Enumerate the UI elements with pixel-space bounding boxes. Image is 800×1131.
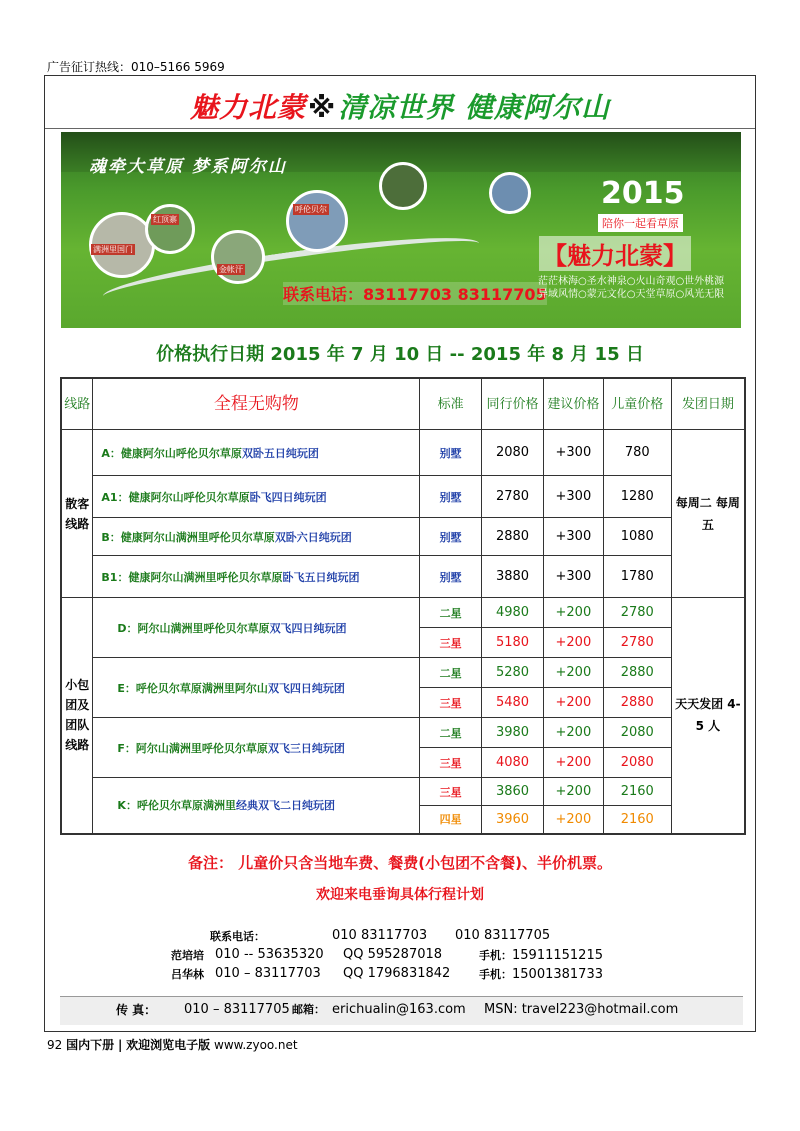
photo-circle-5 [379, 162, 427, 210]
suggest-price: +200 [543, 806, 603, 834]
banner-features [538, 275, 724, 301]
child-price: 2880 [603, 688, 671, 718]
table-row [61, 518, 745, 556]
person1-mobile: 手机：15911151215 [479, 948, 603, 963]
header-peer: 同行价格 [482, 378, 544, 430]
group2-label: 小包团及团队线路 [61, 598, 93, 834]
suggest-price: +200 [543, 688, 603, 718]
standard-cell: 别墅 [420, 430, 482, 476]
route-cell: F：阿尔山满洲里呼伦贝尔草原双飞三日纯玩团 [93, 718, 420, 778]
table-row [61, 598, 745, 628]
standard-cell: 三星 [420, 778, 482, 806]
person2-mobile: 手机：15001381733 [479, 967, 603, 982]
page-title [45, 86, 755, 126]
banner-slogan: 陪你一起看草原 [598, 214, 683, 232]
features-line-1: 茫茫林海○圣水神泉○火山奇观○世外桃源 [538, 276, 725, 287]
child-price: 2880 [603, 658, 671, 688]
remark-note: 备注： 儿童价只含当地车费、餐费(小包团不含餐)、半价机票。 [188, 854, 612, 872]
photo-label-1: 红顶寨 [153, 215, 177, 224]
route-cell: A：健康阿尔山呼伦贝尔草原双卧五日纯玩团 [93, 430, 420, 476]
email-link[interactable]: erichualin@163.com [332, 1002, 466, 1017]
peer-price: 5280 [482, 658, 544, 688]
photo-circle-3 [211, 230, 265, 284]
child-price: 1080 [603, 518, 671, 556]
ad-frame [44, 75, 756, 1032]
standard-cell: 二星 [420, 718, 482, 748]
suggest-price: +300 [543, 430, 603, 476]
child-price: 1780 [603, 556, 671, 598]
peer-price: 2080 [482, 430, 544, 476]
ad-hotline: 广告征订热线：010–5166 5969 [47, 60, 225, 74]
child-price: 1280 [603, 476, 671, 518]
route-cell: B：健康阿尔山满洲里呼伦贝尔草原双卧六日纯玩团 [93, 518, 420, 556]
peer-price: 3880 [482, 556, 544, 598]
contact-phone-1: 010 83117703 [332, 928, 428, 943]
photo-circle-2 [145, 204, 195, 254]
route-cell: B1：健康阿尔山满洲里呼伦贝尔草原卧飞五日纯玩团 [93, 556, 420, 598]
person2-qq: QQ 1796831842 [343, 966, 451, 981]
section-name: 国内下册 [66, 1038, 115, 1052]
price-period: 价格执行日期 2015 年 7 月 10 日 -- 2015 年 8 月 15 日 [156, 344, 644, 365]
table-row [61, 556, 745, 598]
title-part1: 魅力北蒙 [190, 91, 307, 124]
child-price: 2080 [603, 748, 671, 778]
person1-qq: QQ 595287018 [343, 947, 443, 962]
page-number: 92 [47, 1038, 63, 1052]
peer-price: 5480 [482, 688, 544, 718]
footer-separator: | [117, 1038, 123, 1052]
suggest-price: +200 [543, 718, 603, 748]
peer-price: 5180 [482, 628, 544, 658]
suggest-price: +200 [543, 628, 603, 658]
table-row [61, 658, 745, 688]
header-standard: 标准 [420, 378, 482, 430]
table-row [61, 430, 745, 476]
photo-circle-4 [286, 190, 348, 252]
suggest-price: +200 [543, 658, 603, 688]
suggest-price: +300 [543, 518, 603, 556]
child-price: 2780 [603, 628, 671, 658]
suggest-price: +300 [543, 476, 603, 518]
peer-price: 3860 [482, 778, 544, 806]
child-price: 780 [603, 430, 671, 476]
price-table [60, 377, 746, 835]
suggest-price: +200 [543, 778, 603, 806]
peer-price: 3980 [482, 718, 544, 748]
child-price: 2160 [603, 778, 671, 806]
banner-tagline: 魂牵大草原 梦系阿尔山 [89, 157, 287, 177]
standard-cell: 三星 [420, 688, 482, 718]
peer-price: 4980 [482, 598, 544, 628]
photo-label-2: 满洲里国门 [93, 245, 133, 254]
standard-cell: 别墅 [420, 518, 482, 556]
suggest-price: +300 [543, 556, 603, 598]
child-price: 2160 [603, 806, 671, 834]
contact-phone-2: 010 83117705 [455, 928, 551, 943]
standard-cell: 二星 [420, 658, 482, 688]
table-row [61, 778, 745, 806]
child-price: 2780 [603, 598, 671, 628]
photo-circle-6 [489, 172, 531, 214]
fax-label: 传 真： [116, 1003, 157, 1017]
header-depart: 发团日期 [671, 378, 745, 430]
contacts-label: 联系电话： [210, 930, 265, 943]
child-price: 2080 [603, 718, 671, 748]
table-header [61, 378, 745, 430]
title-mark: ※ [308, 91, 337, 124]
peer-price: 3960 [482, 806, 544, 834]
person1-name: 范培培 [171, 949, 204, 962]
standard-cell: 别墅 [420, 556, 482, 598]
table-row [61, 718, 745, 748]
title-part2: 清凉世界 健康阿尔山 [338, 91, 610, 124]
standard-cell: 别墅 [420, 476, 482, 518]
features-line-2: 异域风情○蒙元文化○天堂草原○风光无限 [538, 289, 725, 300]
group1-depart: 每周二 每周五 [671, 430, 745, 598]
group1-label: 散客线路 [61, 430, 93, 598]
person2-tel: 010 – 83117703 [215, 966, 321, 981]
standard-cell: 二星 [420, 598, 482, 628]
fax-bar [60, 996, 743, 1025]
site-link[interactable]: www.zyoo.net [214, 1038, 298, 1052]
standard-cell: 三星 [420, 628, 482, 658]
suggest-price: +200 [543, 748, 603, 778]
person2-name: 吕华林 [171, 968, 204, 981]
photo-label-4: 金帐汗 [219, 265, 243, 274]
page-footer [47, 1036, 298, 1053]
email-label: 邮箱： [292, 1003, 325, 1016]
standard-cell: 三星 [420, 748, 482, 778]
peer-price: 2880 [482, 518, 544, 556]
standard-cell: 四星 [420, 806, 482, 834]
route-cell: K：呼伦贝尔草原满洲里经典双飞二日纯玩团 [93, 778, 420, 834]
title-divider [45, 128, 755, 129]
banner-brand: 【魅力北蒙】 [539, 236, 691, 271]
banner-image [61, 132, 741, 328]
header-line: 线路 [61, 378, 93, 430]
table-row [61, 476, 745, 518]
footer-welcome: 欢迎浏览电子版 [126, 1038, 211, 1052]
fax-number: 010 – 83117705 [184, 1002, 290, 1017]
peer-price: 2780 [482, 476, 544, 518]
header-route: 全程无购物 [93, 378, 420, 430]
welcome-text: 欢迎来电垂询具体行程计划 [316, 887, 484, 903]
suggest-price: +200 [543, 598, 603, 628]
group2-depart: 天天发团 4-5 人 [671, 598, 745, 834]
banner-phone: 联系电话：83117703 83117705 [283, 282, 547, 305]
msn-contact: MSN: travel223@hotmail.com [484, 1002, 679, 1017]
banner-year: 2015 [601, 176, 685, 211]
route-cell: A1：健康阿尔山呼伦贝尔草原卧飞四日纯玩团 [93, 476, 420, 518]
route-cell: D：阿尔山满洲里呼伦贝尔草原双飞四日纯玩团 [93, 598, 420, 658]
peer-price: 4080 [482, 748, 544, 778]
person1-tel: 010 -- 53635320 [215, 947, 324, 962]
route-cell: E：呼伦贝尔草原满洲里阿尔山双飞四日纯玩团 [93, 658, 420, 718]
header-child: 儿童价格 [603, 378, 671, 430]
photo-label-3: 呼伦贝尔 [295, 205, 327, 214]
header-suggest: 建议价格 [543, 378, 603, 430]
